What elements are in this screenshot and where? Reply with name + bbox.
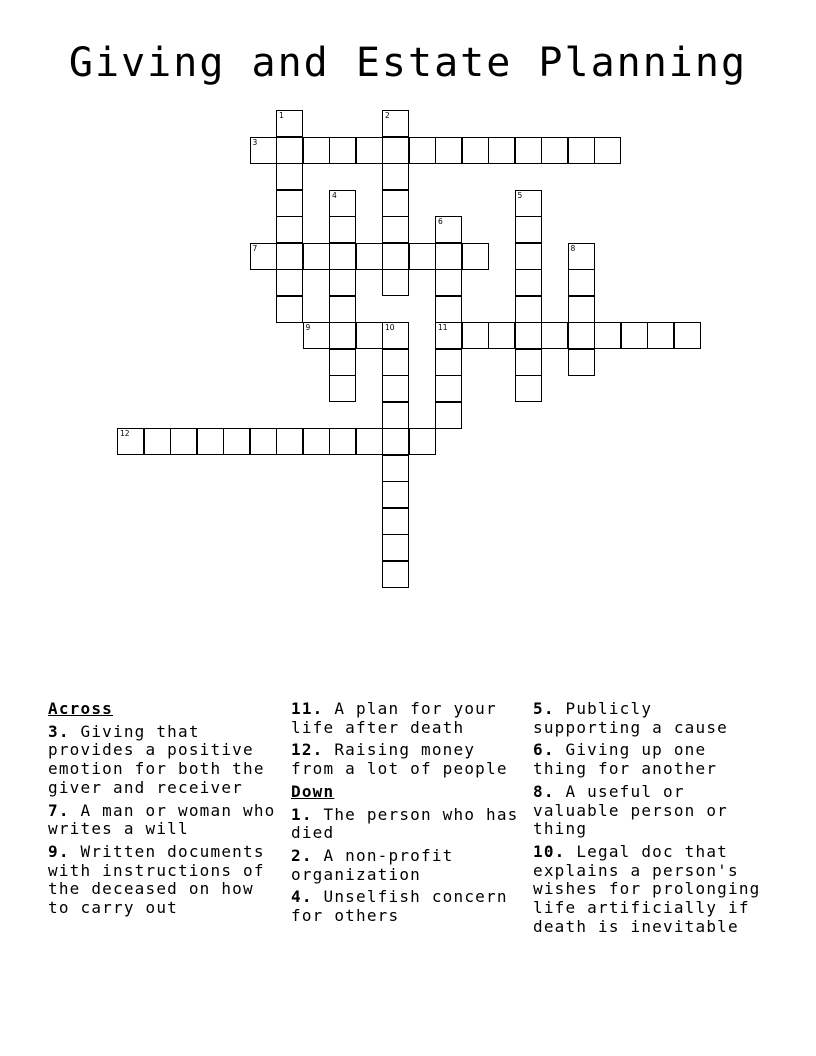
- clue-down-5: [533, 700, 768, 737]
- grid-cell[interactable]: [276, 243, 303, 270]
- grid-cell[interactable]: [223, 428, 250, 455]
- grid-cell[interactable]: [382, 110, 409, 137]
- grid-cell[interactable]: [144, 428, 171, 455]
- clue-text: Written documents with instructions of the deceased on how to carry out: [48, 841, 265, 918]
- grid-cell[interactable]: [303, 137, 330, 164]
- clue-number: 6.: [533, 740, 555, 760]
- grid-cell[interactable]: [250, 137, 277, 164]
- cell-number: 12: [120, 429, 130, 438]
- grid-cell[interactable]: [276, 269, 303, 296]
- grid-cell[interactable]: [170, 428, 197, 455]
- grid-cell[interactable]: [515, 375, 542, 402]
- grid-cell[interactable]: [515, 269, 542, 296]
- grid-cell[interactable]: [276, 137, 303, 164]
- grid-cell[interactable]: [276, 163, 303, 190]
- clue-column-1: [48, 700, 283, 922]
- grid-cell[interactable]: [435, 137, 462, 164]
- grid-cell[interactable]: [515, 296, 542, 323]
- grid-cell[interactable]: [382, 137, 409, 164]
- grid-cell[interactable]: [250, 243, 277, 270]
- clue-text: Publicly supporting a cause: [533, 699, 728, 737]
- cell-number: 1: [279, 111, 284, 120]
- grid-cell[interactable]: [276, 110, 303, 137]
- clue-down-8: [533, 783, 768, 839]
- clue-text: Raising money from a lot of people: [291, 740, 508, 779]
- clue-number: 9.: [48, 841, 70, 861]
- grid-cell[interactable]: [541, 322, 568, 349]
- grid-cell[interactable]: [435, 402, 462, 429]
- grid-cell[interactable]: [382, 269, 409, 296]
- cell-number: 4: [332, 190, 337, 200]
- puzzle-title: Giving and Estate Planning: [68, 40, 748, 86]
- cell-number: 11: [438, 323, 448, 332]
- clue-text: The person who has died: [291, 804, 519, 843]
- across-heading: Across: [48, 699, 113, 718]
- grid-cell[interactable]: [462, 137, 489, 164]
- cell-number: 3: [252, 137, 258, 147]
- cell-number: 2: [385, 111, 390, 120]
- grid-cell[interactable]: [515, 190, 542, 217]
- clue-across-12: [291, 741, 526, 778]
- grid-cell[interactable]: [515, 349, 542, 376]
- grid-cell[interactable]: [568, 269, 595, 296]
- grid-cell[interactable]: [303, 428, 330, 455]
- clue-number: 7.: [48, 800, 70, 820]
- clue-down-10: [533, 843, 768, 937]
- grid-cell[interactable]: [488, 322, 515, 349]
- grid-cell[interactable]: [488, 137, 515, 164]
- grid-cell[interactable]: [303, 243, 330, 270]
- grid-cell[interactable]: [356, 243, 383, 270]
- grid-cell[interactable]: [382, 561, 409, 588]
- clue-number: 1.: [291, 804, 313, 824]
- grid-cell[interactable]: [382, 508, 409, 535]
- grid-cell[interactable]: [409, 137, 436, 164]
- grid-cell[interactable]: [303, 322, 330, 349]
- clue-number: 4.: [291, 887, 313, 907]
- grid-cell[interactable]: [329, 216, 356, 243]
- grid-cell[interactable]: [462, 322, 489, 349]
- grid-cell[interactable]: [382, 481, 409, 508]
- grid-cell[interactable]: [382, 216, 409, 243]
- clue-across-3: [48, 723, 283, 798]
- grid-cell[interactable]: [674, 322, 701, 349]
- grid-cell[interactable]: [382, 349, 409, 376]
- grid-cell[interactable]: [197, 428, 224, 455]
- clue-column-2: [291, 700, 526, 930]
- grid-cell[interactable]: [329, 296, 356, 323]
- clue-text: A man or woman who writes a will: [48, 800, 276, 839]
- grid-cell[interactable]: [382, 163, 409, 190]
- grid-cell[interactable]: [568, 137, 595, 164]
- clue-number: 8.: [533, 781, 555, 801]
- clue-text: A plan for your life after death: [291, 699, 497, 737]
- grid-cell[interactable]: [568, 322, 595, 349]
- grid-cell[interactable]: [382, 428, 409, 455]
- grid-cell[interactable]: [382, 322, 409, 349]
- clue-down-1: [291, 806, 526, 843]
- grid-cell[interactable]: [329, 428, 356, 455]
- grid-cell[interactable]: [409, 428, 436, 455]
- clue-down-6: [533, 741, 768, 778]
- grid-cell[interactable]: [568, 296, 595, 323]
- grid-cell[interactable]: [356, 428, 383, 455]
- grid-cell[interactable]: [117, 428, 144, 455]
- grid-cell[interactable]: [382, 375, 409, 402]
- cell-number: 6: [438, 217, 443, 226]
- clue-number: 2.: [291, 845, 313, 865]
- grid-cell[interactable]: [356, 322, 383, 349]
- grid-cell[interactable]: [329, 349, 356, 376]
- grid-cell[interactable]: [515, 322, 542, 349]
- grid-cell[interactable]: [515, 137, 542, 164]
- clue-text: Legal doc that explains a person's wishes for prolonging life artificially if death is inevitable: [533, 841, 761, 936]
- clue-number: 10.: [533, 841, 566, 861]
- grid-cell[interactable]: [276, 216, 303, 243]
- grid-cell[interactable]: [435, 296, 462, 323]
- clue-across-11: [291, 700, 526, 737]
- grid-cell[interactable]: [515, 243, 542, 270]
- grid-cell[interactable]: [329, 375, 356, 402]
- grid-cell[interactable]: [435, 349, 462, 376]
- clue-text: Unselfish concern for others: [291, 887, 508, 926]
- cell-number: 7: [252, 243, 258, 253]
- down-heading: Down: [291, 781, 335, 801]
- grid-cell[interactable]: [568, 349, 595, 376]
- grid-cell[interactable]: [382, 190, 409, 217]
- clue-down-4: [291, 888, 526, 925]
- grid-cell[interactable]: [382, 243, 409, 270]
- grid-cell[interactable]: [382, 534, 409, 561]
- grid-cell[interactable]: [435, 322, 462, 349]
- clue-number: 11.: [291, 699, 324, 718]
- grid-cell[interactable]: [621, 322, 648, 349]
- grid-cell[interactable]: [568, 243, 595, 270]
- grid-cell[interactable]: [250, 428, 277, 455]
- clue-text: Giving that provides a positive emotion for both the giver and receiver: [48, 721, 265, 797]
- grid-cell[interactable]: [409, 243, 436, 270]
- grid-cell[interactable]: [329, 137, 356, 164]
- grid-cell[interactable]: [594, 322, 621, 349]
- grid-cell[interactable]: [382, 455, 409, 482]
- cell-number: 8: [570, 243, 576, 253]
- grid-cell[interactable]: [276, 296, 303, 323]
- grid-cell[interactable]: [276, 190, 303, 217]
- cell-number: 9: [305, 323, 311, 332]
- clue-text: A non-profit organization: [291, 845, 454, 884]
- clue-down-2: [291, 847, 526, 884]
- clue-number: 12.: [291, 740, 324, 760]
- grid-cell[interactable]: [462, 243, 489, 270]
- grid-cell[interactable]: [329, 322, 356, 349]
- grid-cell[interactable]: [435, 216, 462, 243]
- grid-cell[interactable]: [647, 322, 674, 349]
- clue-column-3: [533, 700, 768, 940]
- grid-cell[interactable]: [435, 269, 462, 296]
- clue-number: 3.: [48, 721, 70, 741]
- grid-cell[interactable]: [276, 428, 303, 455]
- grid-cell[interactable]: [329, 190, 356, 217]
- grid-cell[interactable]: [435, 243, 462, 270]
- grid-cell[interactable]: [382, 402, 409, 429]
- clue-across-7: [48, 802, 283, 839]
- grid-cell[interactable]: [541, 137, 568, 164]
- grid-cell[interactable]: [329, 243, 356, 270]
- clue-number: 5.: [533, 699, 555, 718]
- grid-cell[interactable]: [329, 269, 356, 296]
- clue-text: Giving up one thing for another: [533, 740, 718, 779]
- grid-cell[interactable]: [515, 216, 542, 243]
- cell-number: 10: [385, 323, 395, 332]
- grid-cell[interactable]: [356, 137, 383, 164]
- grid-cell[interactable]: [435, 375, 462, 402]
- cell-number: 5: [517, 190, 523, 200]
- clue-text: A useful or valuable person or thing: [533, 781, 728, 839]
- clue-across-9: [48, 843, 283, 918]
- grid-cell[interactable]: [594, 137, 621, 164]
